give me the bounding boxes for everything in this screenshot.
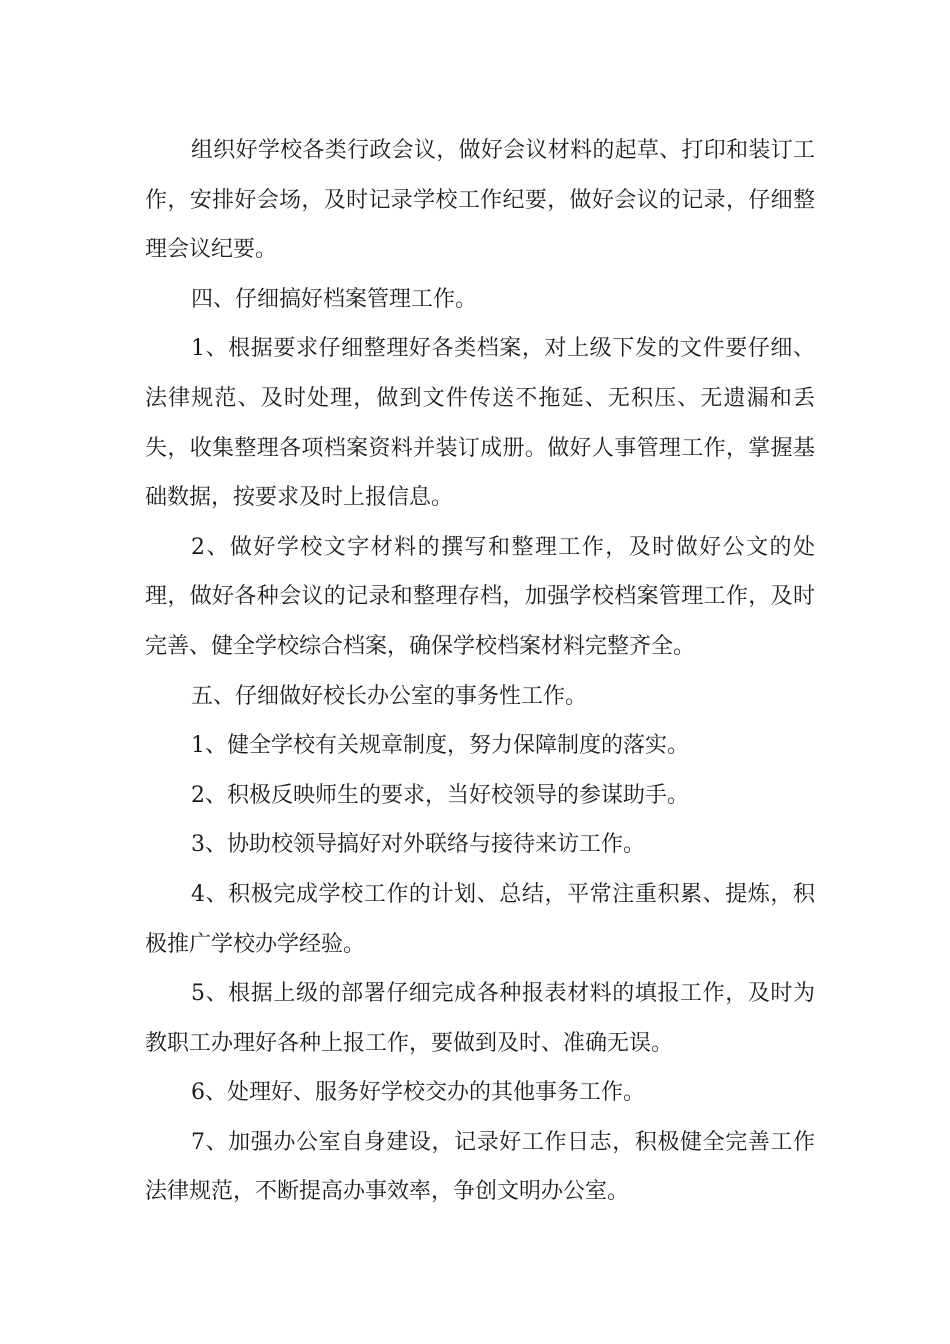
paragraph-affairs-item-7: 7、加强办公室自身建设，记录好工作日志，积极健全完善工作法律规范，不断提高办事效率，争创文明办公室。 xyxy=(145,1129,815,1205)
section-heading-archive-management: 四、仔细搞好档案管理工作。 xyxy=(191,286,478,312)
paragraph-meeting-organization: 组织好学校各类行政会议，做好会议材料的起草、打印和装订工作，安排好会场，及时记录学校工作纪要，做好会议的记录，仔细整理会议纪要。 xyxy=(145,138,815,263)
section-heading-office-affairs: 五、仔细做好校长办公室的事务性工作。 xyxy=(191,683,588,709)
paragraph-affairs-item-4: 4、积极完成学校工作的计划、总结，平常注重积累、提炼，积极推广学校办学经验。 xyxy=(145,881,815,957)
paragraph-affairs-item-5: 5、根据上级的部署仔细完成各种报表材料的填报工作，及时为教职工办理好各种上报工作，要做到及时、准确无误。 xyxy=(145,981,815,1056)
document-body xyxy=(145,126,815,1217)
paragraph-archive-item-2: 2、做好学校文字材料的撰写和整理工作，及时做好公文的处理，做好各种会议的记录和整理存档，加强学校档案管理工作，及时完善、健全学校综合档案，确保学校档案材料完整齐全。 xyxy=(145,534,815,659)
paragraph-affairs-item-3: 3、协助校领导搞好对外联络与接待来访工作。 xyxy=(191,832,645,858)
paragraph-affairs-item-1: 1、健全学校有关规章制度，努力保障制度的落实。 xyxy=(191,733,689,759)
paragraph-archive-item-1: 1、根据要求仔细整理好各类档案，对上级下发的文件要仔细、法律规范、及时处理，做到文件传送不拖延、无积压、无遗漏和丢失，收集整理各项档案资料并装订成册。做好人事管理工作，掌握基础数据，按要求及时上报信息。 xyxy=(145,336,815,511)
paragraph-affairs-item-6: 6、处理好、服务好学校交办的其他事务工作。 xyxy=(191,1080,645,1106)
paragraph-affairs-item-2: 2、积极反映师生的要求，当好校领导的参谋助手。 xyxy=(191,782,689,808)
